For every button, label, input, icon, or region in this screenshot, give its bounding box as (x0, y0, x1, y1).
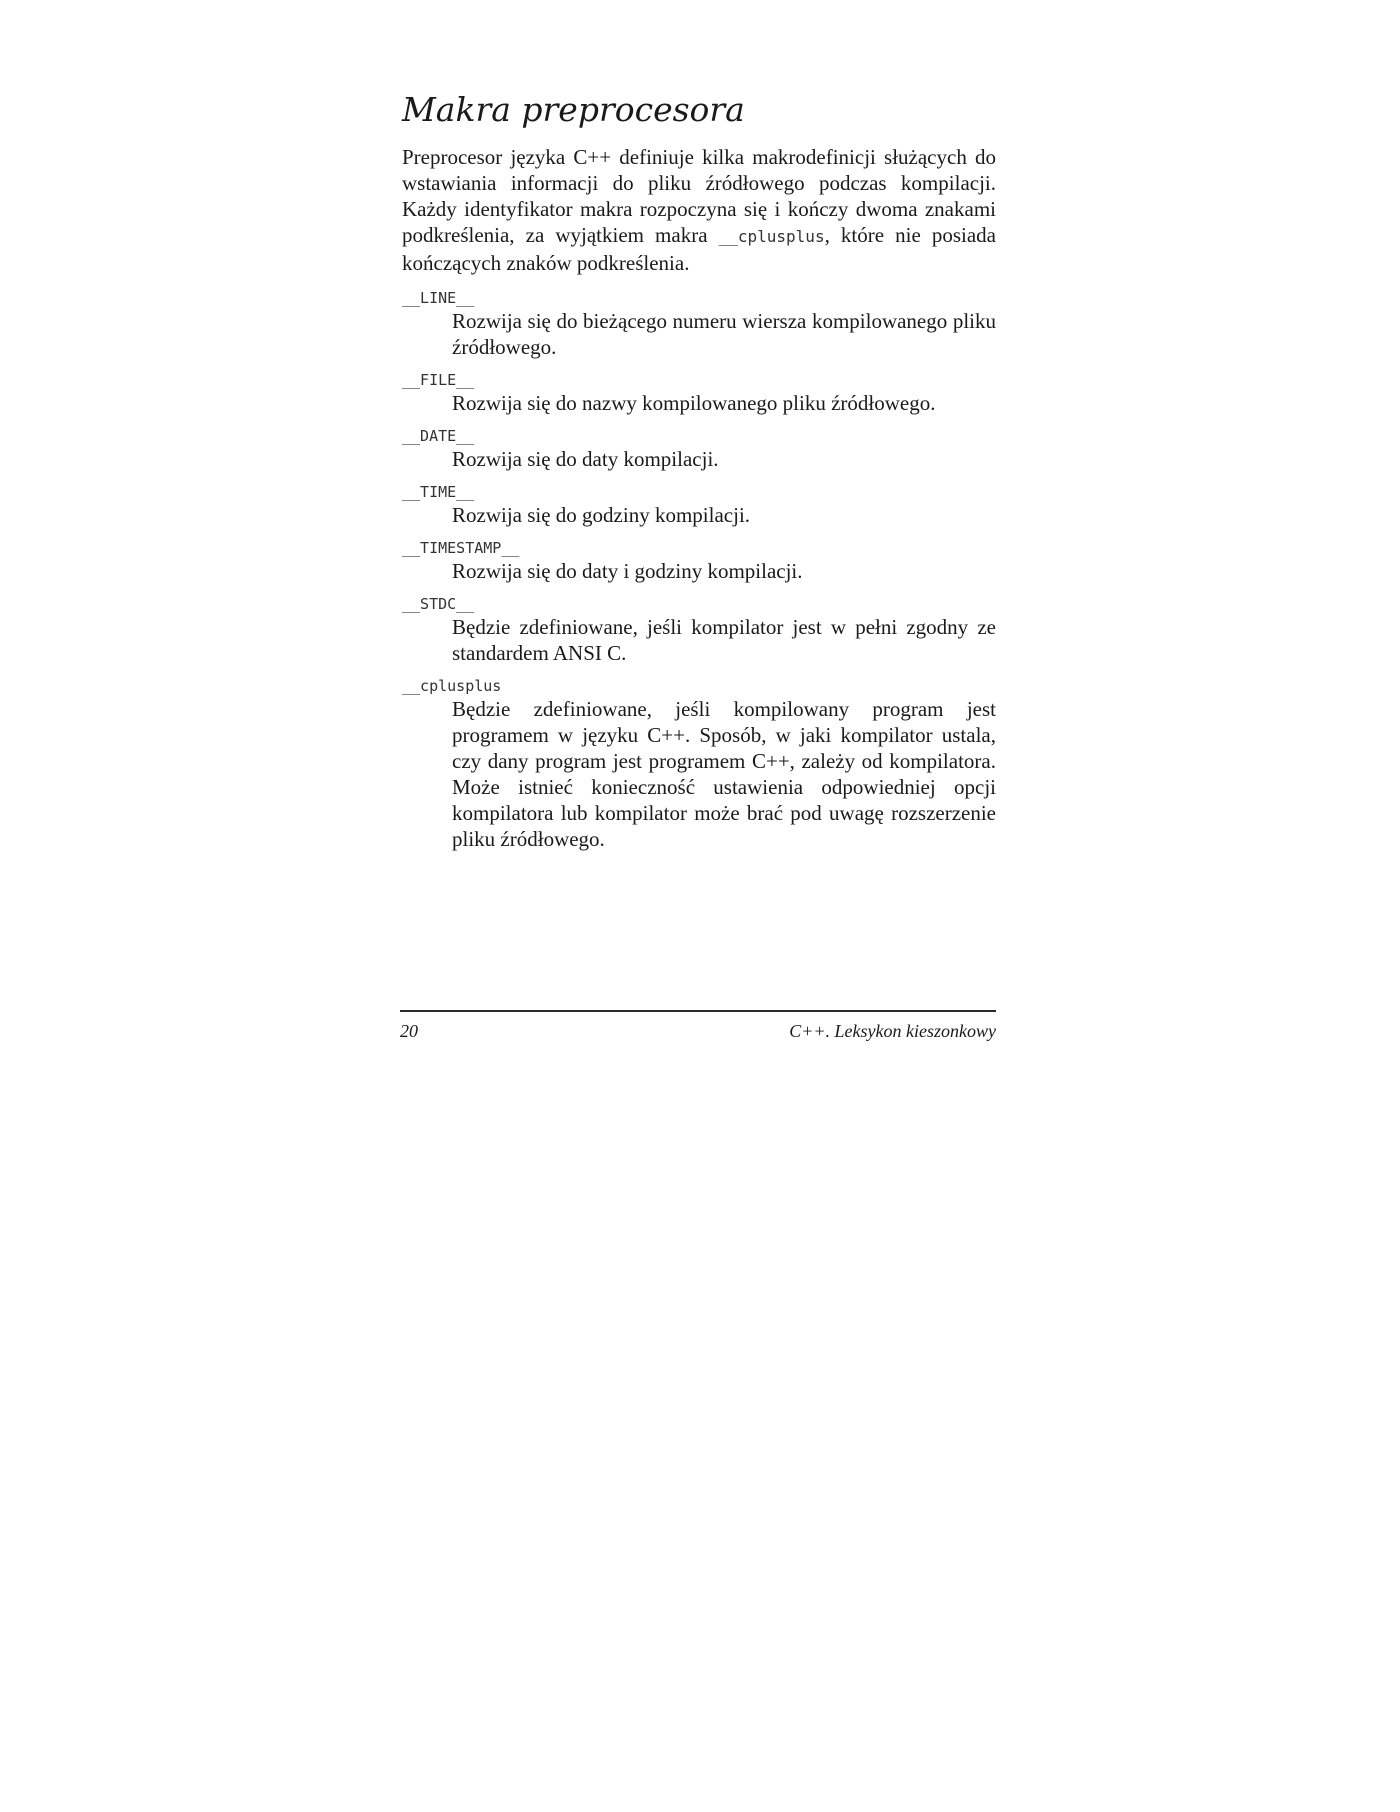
macro-list (402, 288, 996, 852)
macro-item-stdc (402, 594, 996, 666)
intro-paragraph (402, 144, 996, 276)
book-title: C++. Leksykon kieszonkowy (789, 1021, 996, 1041)
page-content (402, 88, 996, 862)
macro-item-date (402, 426, 996, 472)
macro-description: Będzie zdefiniowane, jeśli kompilowany program jest programem w języku C++. Sposób, w jaki kompilator ustala, czy dany program jest programem C++, zależy od kompilatora. Może istnieć konieczność ustawienia odpowiedniej opcji kompilatora lub kompilator może brać pod uwagę rozszerzenie pliku źródłowego. (452, 697, 996, 851)
intro-text-before: Preprocesor języka C++ definiuje kilka makrodefinicji służących do wstawiania informacji do pliku źródłowego podczas kompilacji. Każdy identyfikator makra rozpoczyna się i kończy dwoma znakami podkreślenia, za wyjątkiem makra (402, 145, 996, 247)
macro-description: Rozwija się do nazwy kompilowanego pliku źródłowego. (452, 391, 936, 415)
macro-name: __DATE__ (402, 427, 475, 445)
macro-description: Rozwija się do daty i godziny kompilacji. (452, 559, 803, 583)
macro-name: __STDC__ (402, 595, 475, 613)
macro-name: __TIME__ (402, 483, 475, 501)
footer-row (400, 1020, 996, 1042)
macro-name: __cplusplus (402, 677, 502, 695)
macro-description: Rozwija się do bieżącego numeru wiersza kompilowanego pliku źródłowego. (452, 309, 996, 359)
macro-item-line (402, 288, 996, 360)
macro-description: Rozwija się do godziny kompilacji. (452, 503, 751, 527)
macro-name: __FILE__ (402, 371, 475, 389)
section-title: Makra preprocesora (402, 90, 745, 129)
macro-description: Rozwija się do daty kompilacji. (452, 447, 719, 471)
macro-item-timestamp (402, 538, 996, 584)
intro-code-cplusplus: __cplusplus (718, 227, 825, 246)
macro-item-file (402, 370, 996, 416)
intro-text-after: , które nie posiada kończących znaków podkreślenia. (402, 223, 997, 275)
macro-item-time (402, 482, 996, 528)
macro-description: Będzie zdefiniowane, jeśli kompilator jest w pełni zgodny ze standardem ANSI C. (452, 615, 996, 665)
macro-name: __TIMESTAMP__ (402, 539, 520, 557)
macro-name: __LINE__ (402, 289, 475, 307)
footer-divider (400, 1010, 996, 1012)
macro-item-cplusplus (402, 676, 996, 852)
page-footer (400, 1010, 996, 1042)
page-number: 20 (400, 1021, 418, 1041)
